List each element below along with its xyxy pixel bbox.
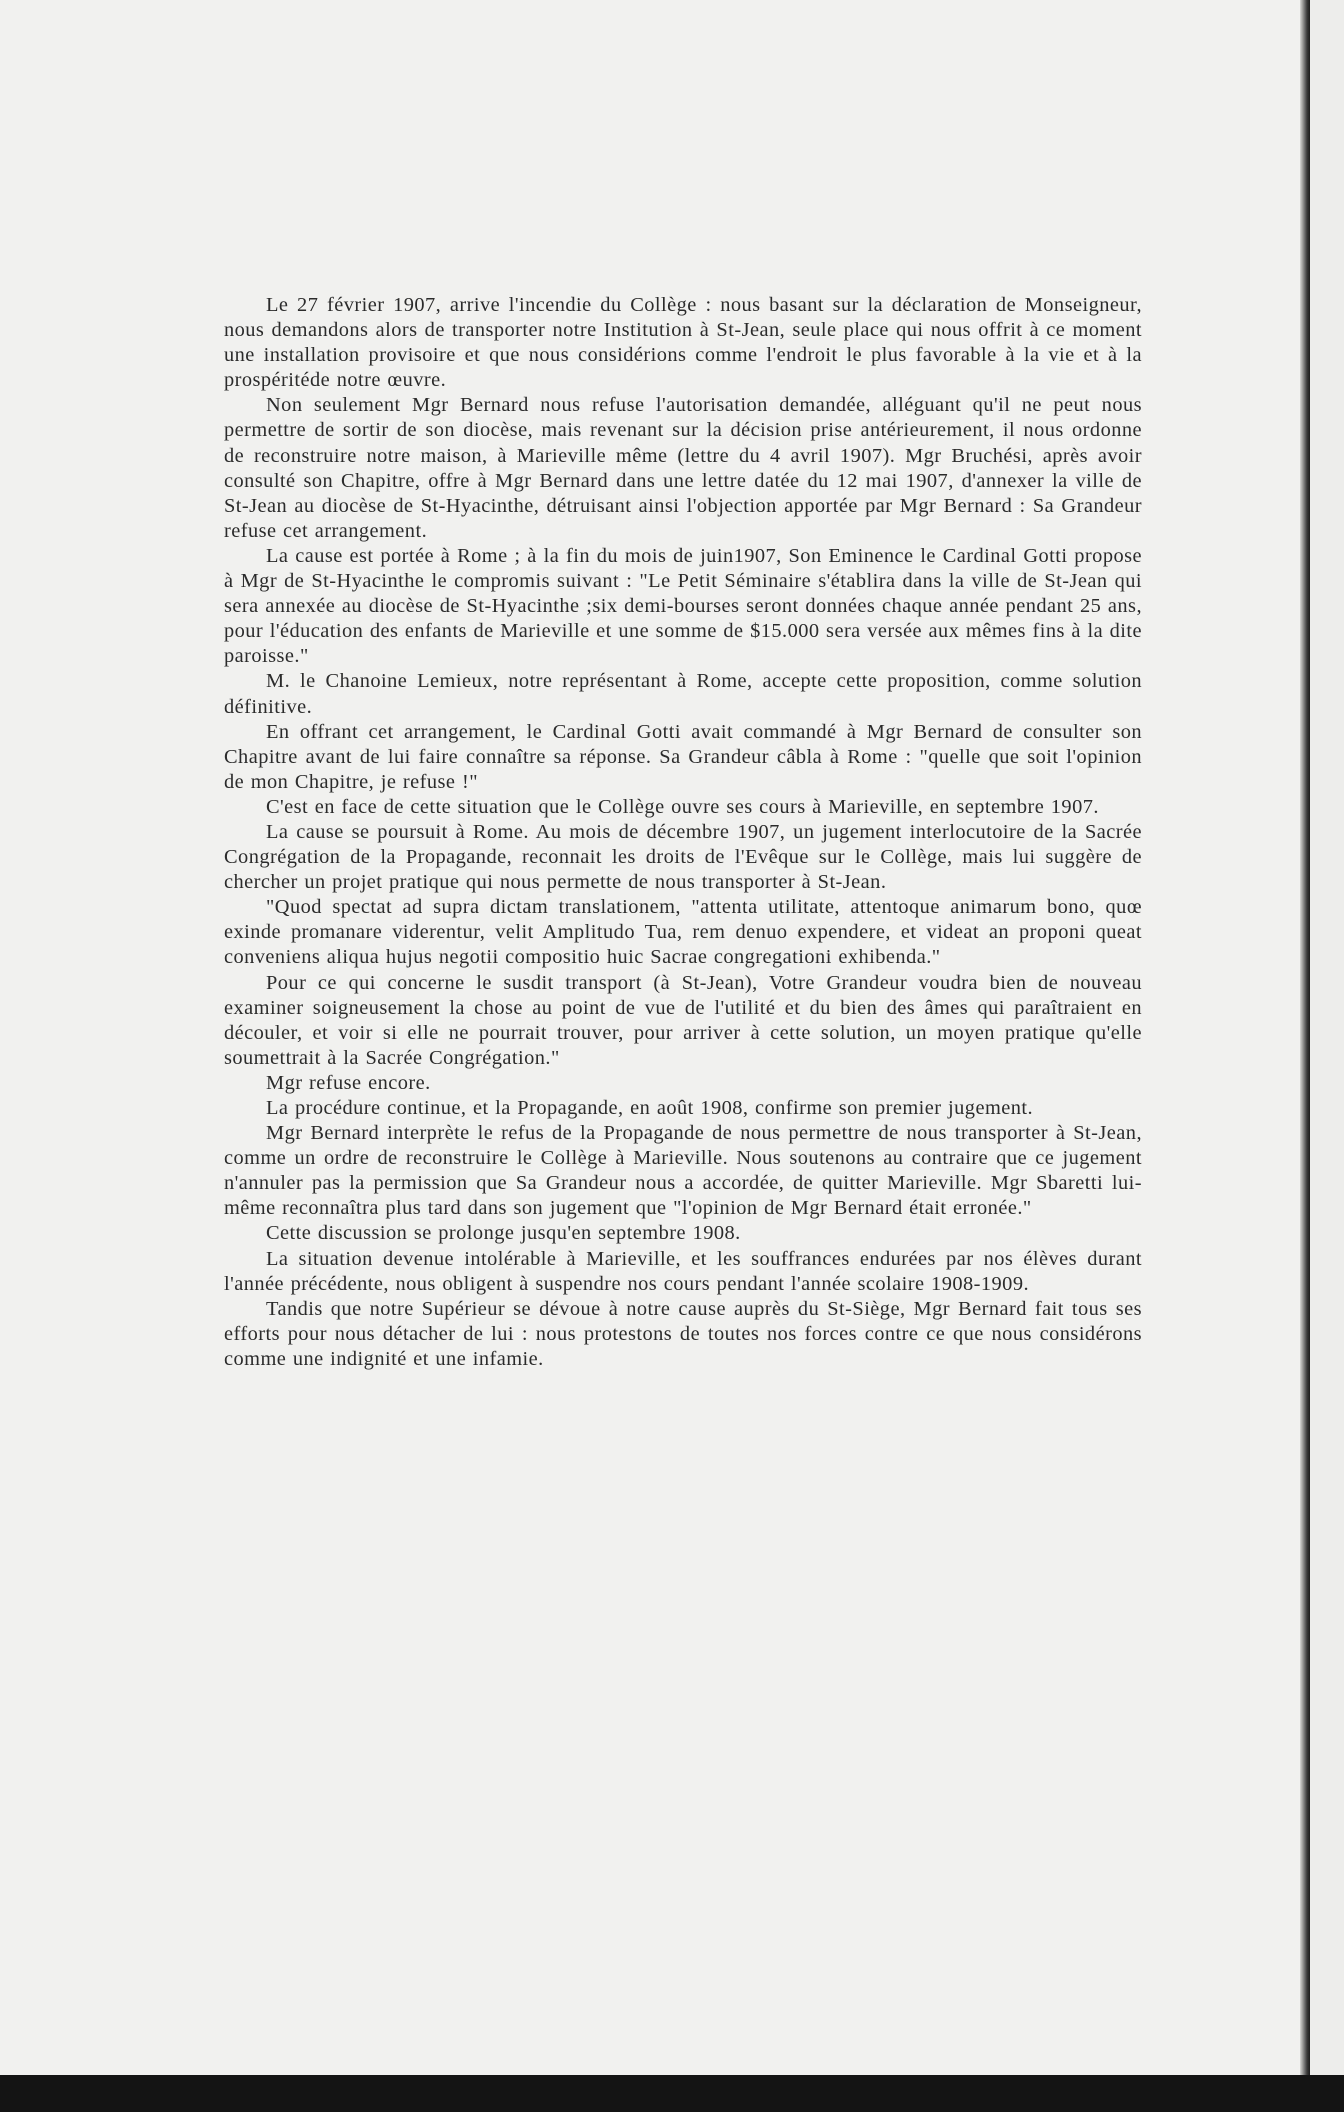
paragraph: La cause se poursuit à Rome. Au mois de décembre 1907, un jugement interlocutoire de la Sacrée Congrégation de la Propagande, reconnait les droits de l'Evêque sur le Collège, mais lui suggère de chercher un projet pratique qui nous permette de nous transporter à St-Jean.	[224, 820, 1142, 894]
document-body	[224, 293, 1142, 1372]
paragraph: Pour ce qui concerne le susdit transport (à St-Jean), Votre Grandeur voudra bien de nouveau examiner soigneusement la chose au point de vue de l'utilité et du bien des âmes qui paraîtraient en découler, et voir si elle ne pourrait trouver, pour arriver à cette solution, un moyen pratique qu'elle soumettrait à la Sacrée Congrégation."	[224, 971, 1142, 1069]
scan-bottom-border	[0, 2075, 1344, 2112]
paragraph: Cette discussion se prolonge jusqu'en septembre 1908.	[266, 1222, 741, 1245]
paragraph: En offrant cet arrangement, le Cardinal Gotti avait commandé à Mgr Bernard de consulter son Chapitre avant de lui faire connaître sa réponse. Sa Grandeur câbla à Rome : "quelle que soit l'opinion de mon Chapitre, je refuse !"	[224, 720, 1142, 793]
paragraph: La cause est portée à Rome ; à la fin du mois de juin1907, Son Eminence le Cardinal Gotti propose à Mgr de St-Hyacinthe le compromis suivant : "Le Petit Séminaire s'établira dans la ville de St-Jean qui sera annexée au diocèse de St-Hyacinthe ;six demi-bourses seront données chaque année pendant 25 ans, pour l'éducation des enfants de Marieville et une somme de $15.000 sera versée aux mêmes fins à la dite paroisse."	[224, 544, 1142, 668]
paragraph: La procédure continue, et la Propagande, en août 1908, confirme son premier jugement.	[266, 1097, 1034, 1119]
paragraph: M. le Chanoine Lemieux, notre représentant à Rome, accepte cette proposition, comme solution définitive.	[224, 670, 1142, 718]
page-edge-shadow	[1300, 0, 1310, 2075]
paragraph: La situation devenue intolérable à Marieville, et les souffrances endurées par nos élèves durant l'année précédente, nous obligent à suspendre nos cours pendant l'année scolaire 1908-1909.	[224, 1247, 1142, 1295]
paragraph: Mgr Bernard interprète le refus de la Propagande de nous permettre de nous transporter à St-Jean, comme un ordre de reconstruire le Collège à Marieville. Nous soutenons au contraire que ce jugement n'annuler pas la permission que Sa Grandeur nous a accordée, de quitter Marieville. Mgr Sbaretti lui-même reconnaîtra plus tard dans son jugement que "l'opinion de Mgr Bernard était erronée."	[224, 1122, 1142, 1220]
latin-quote: "Quod spectat ad supra dictam translationem, "attenta utilitate, attentoque animarum bono, quœ exinde promanare viderentur, velit Amplitudo Tua, rem denuo expendere, et videat an proponi queat conveniens aliqua hujus negotii compositio huic Sacrae congregationi exhibenda."	[224, 896, 1142, 969]
paragraph: Mgr refuse encore.	[266, 1071, 431, 1094]
scan-margin	[1310, 0, 1344, 2075]
paragraph: Le 27 février 1907, arrive l'incendie du Collège : nous basant sur la déclaration de Monseigneur, nous demandons alors de transporter notre Institution à St-Jean, seule place qui nous offrit à ce moment une installation provisoire et que nous considérions comme l'endroit le plus favorable à la vie et à la prospéritéde notre œuvre.	[224, 294, 1142, 392]
paragraph: C'est en face de cette situation que le Collège ouvre ses cours à Marieville, en septembre 1907.	[266, 795, 1099, 818]
paragraph: Tandis que notre Supérieur se dévoue à notre cause auprès du St-Siège, Mgr Bernard fait tous ses efforts pour nous détacher de lui : nous protestons de toutes nos forces contre ce que nous considérons comme une indignité et une infamie.	[224, 1297, 1142, 1370]
paragraph: Non seulement Mgr Bernard nous refuse l'autorisation demandée, alléguant qu'il ne peut nous permettre de sortir de son diocèse, mais revenant sur la décision prise antérieurement, il nous ordonne de reconstruire notre maison, à Marieville même (lettre du 4 avril 1907). Mgr Bruchési, après avoir consulté son Chapitre, offre à Mgr Bernard dans une lettre datée du 12 mai 1907, d'annexer la ville de St-Jean au diocèse de St-Hyacinthe, détruisant ainsi l'objection apportée par Mgr Bernard : Sa Grandeur refuse cet arrangement.	[224, 394, 1142, 542]
